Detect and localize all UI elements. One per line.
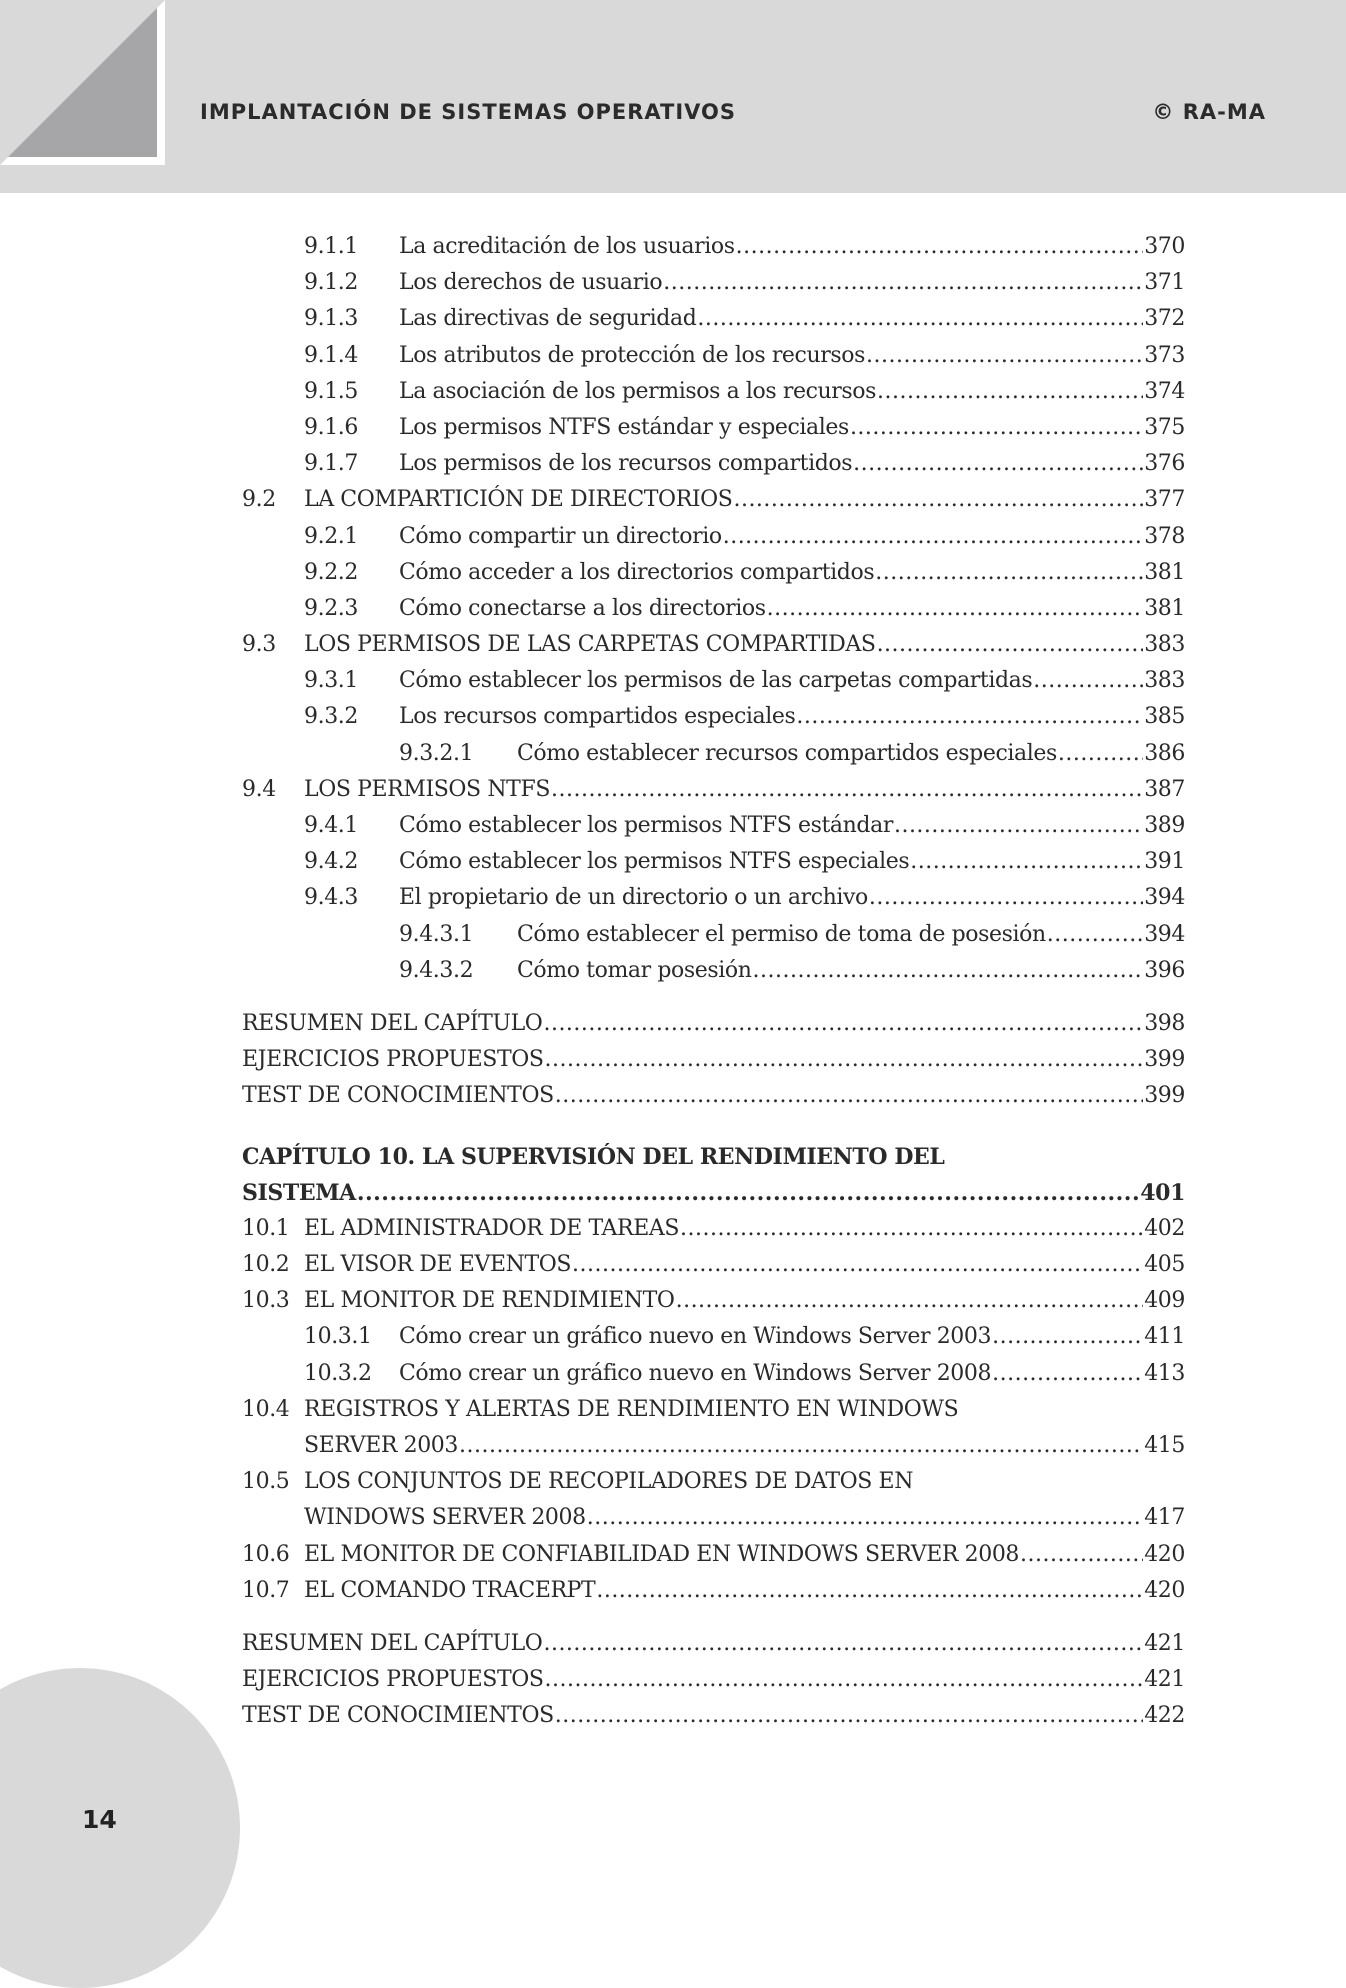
toc-entry bbox=[242, 1047, 1185, 1083]
toc-leader bbox=[894, 813, 1143, 838]
toc-number: 10.5 bbox=[242, 1469, 290, 1495]
toc-page: 381 bbox=[1144, 559, 1185, 585]
toc-entry bbox=[242, 1397, 1185, 1433]
toc-title: El propietario de un directorio o un archivo bbox=[399, 885, 868, 911]
toc-entry bbox=[242, 306, 1185, 342]
toc-page: 385 bbox=[1144, 704, 1185, 730]
toc-title: EL MONITOR DE CONFIABILIDAD EN WINDOWS SERVER 2008 bbox=[304, 1541, 1020, 1567]
toc-leader bbox=[663, 270, 1143, 295]
toc-number: 9.1.7 bbox=[304, 451, 358, 477]
toc-number: 9.2 bbox=[242, 487, 276, 513]
toc-number: 10.7 bbox=[242, 1577, 290, 1603]
toc-entry bbox=[242, 1631, 1185, 1667]
toc-page: 405 bbox=[1144, 1252, 1185, 1278]
toc-leader bbox=[877, 379, 1143, 404]
running-header-publisher: © RA-MA bbox=[1152, 100, 1266, 124]
toc-number: 9.1.1 bbox=[304, 234, 358, 259]
toc-number: 10.2 bbox=[242, 1252, 290, 1278]
toc-leader bbox=[596, 1578, 1143, 1603]
toc-entry bbox=[242, 415, 1185, 451]
toc-number: 10.3.2 bbox=[304, 1360, 372, 1386]
toc-title: LOS PERMISOS NTFS bbox=[304, 776, 550, 802]
toc-number: 9.4.3 bbox=[304, 885, 358, 911]
toc-leader bbox=[545, 1667, 1144, 1692]
toc-page: 391 bbox=[1144, 849, 1185, 875]
toc-leader bbox=[697, 306, 1143, 331]
toc-page: 371 bbox=[1144, 270, 1185, 296]
toc-entry bbox=[242, 668, 1185, 704]
toc-page: 377 bbox=[1144, 487, 1185, 513]
toc-number: 9.1.4 bbox=[304, 342, 358, 368]
toc-leader bbox=[545, 1047, 1144, 1072]
toc-page: 381 bbox=[1144, 595, 1185, 621]
toc-number: 9.4 bbox=[242, 776, 276, 802]
toc-title: Los derechos de usuario bbox=[399, 270, 663, 296]
toc-title: LA COMPARTICIÓN DE DIRECTORIOS bbox=[304, 487, 733, 513]
toc-number: 9.2.2 bbox=[304, 559, 358, 585]
toc-entry bbox=[242, 1216, 1185, 1252]
toc-leader bbox=[869, 885, 1143, 910]
toc-leader bbox=[853, 451, 1143, 476]
toc-entry bbox=[242, 1361, 1185, 1397]
toc-page: 413 bbox=[1144, 1360, 1185, 1386]
page-corner-graphic bbox=[0, 0, 165, 165]
toc-title: Cómo establecer los permisos NTFS especiales bbox=[399, 849, 910, 875]
toc-leader bbox=[910, 849, 1143, 874]
toc-page: 376 bbox=[1144, 451, 1185, 477]
toc-page: 409 bbox=[1144, 1288, 1185, 1314]
toc-leader bbox=[551, 777, 1143, 802]
toc-page: 375 bbox=[1144, 414, 1185, 440]
toc-entry bbox=[242, 1324, 1185, 1360]
page-number: 14 bbox=[82, 1805, 117, 1834]
toc-page: 378 bbox=[1144, 523, 1185, 549]
toc-page: 399 bbox=[1144, 1083, 1185, 1109]
toc-page: 372 bbox=[1144, 306, 1185, 332]
table-of-contents bbox=[242, 234, 1185, 1740]
toc-entry bbox=[242, 524, 1185, 560]
toc-page: 386 bbox=[1144, 740, 1185, 766]
toc-title: Los permisos de los recursos compartidos bbox=[399, 451, 853, 477]
toc-title: La asociación de los permisos a los recursos bbox=[399, 378, 877, 404]
toc-page: 383 bbox=[1144, 632, 1185, 658]
toc-title: EL MONITOR DE RENDIMIENTO bbox=[304, 1288, 675, 1314]
toc-entry-cont bbox=[242, 1505, 1185, 1541]
toc-title: LOS PERMISOS DE LAS CARPETAS COMPARTIDAS bbox=[304, 632, 876, 658]
toc-number: 10.1 bbox=[242, 1215, 290, 1241]
toc-page: 387 bbox=[1144, 776, 1185, 802]
toc-leader bbox=[676, 1288, 1144, 1313]
toc-page: 394 bbox=[1144, 885, 1185, 911]
toc-number: 9.3 bbox=[242, 632, 276, 658]
toc-entry bbox=[242, 1667, 1185, 1703]
toc-entry bbox=[242, 922, 1185, 958]
toc-title: Los recursos compartidos especiales bbox=[399, 704, 796, 730]
toc-title: RESUMEN DEL CAPÍTULO bbox=[242, 1630, 543, 1656]
toc-entry bbox=[242, 596, 1185, 632]
toc-leader bbox=[796, 704, 1143, 729]
toc-title: Cómo acceder a los directorios compartidos bbox=[399, 559, 875, 585]
toc-page: 420 bbox=[1144, 1577, 1185, 1603]
toc-title: La acreditación de los usuarios bbox=[399, 234, 735, 259]
toc-leader bbox=[850, 415, 1143, 440]
toc-number: 9.2.1 bbox=[304, 523, 358, 549]
toc-title: Cómo establecer recursos compartidos especiales bbox=[517, 740, 1057, 766]
toc-entry bbox=[242, 1288, 1185, 1324]
toc-leader bbox=[572, 1252, 1143, 1277]
toc-number: 9.4.3.2 bbox=[399, 957, 474, 983]
toc-page: 383 bbox=[1144, 668, 1185, 694]
toc-leader bbox=[555, 1083, 1143, 1108]
toc-entry bbox=[242, 849, 1185, 885]
toc-entry bbox=[242, 1083, 1185, 1119]
page-number-circle bbox=[0, 1668, 240, 1988]
toc-entry bbox=[242, 741, 1185, 777]
toc-title: LOS CONJUNTOS DE RECOPILADORES DE DATOS EN bbox=[304, 1469, 914, 1495]
toc-page: 421 bbox=[1144, 1630, 1185, 1656]
toc-leader bbox=[723, 524, 1144, 549]
toc-entry bbox=[242, 704, 1185, 740]
toc-number: 10.3.1 bbox=[304, 1324, 372, 1350]
toc-number: 10.3 bbox=[242, 1288, 290, 1314]
toc-title: REGISTROS Y ALERTAS DE RENDIMIENTO EN WINDOWS bbox=[304, 1396, 959, 1422]
toc-entry bbox=[242, 270, 1185, 306]
toc-number: 9.4.3.1 bbox=[399, 921, 474, 947]
toc-title: SERVER 2003 bbox=[304, 1433, 459, 1458]
toc-number: 9.1.6 bbox=[304, 414, 358, 440]
toc-page: 401 bbox=[1140, 1179, 1185, 1206]
toc-leader bbox=[875, 560, 1143, 585]
toc-leader bbox=[992, 1361, 1143, 1386]
toc-page: 398 bbox=[1144, 1010, 1185, 1036]
toc-leader bbox=[992, 1324, 1143, 1349]
toc-entry bbox=[242, 1252, 1185, 1288]
toc-title: EJERCICIOS PROPUESTOS bbox=[242, 1047, 544, 1073]
toc-entry bbox=[242, 885, 1185, 921]
toc-page: 415 bbox=[1144, 1433, 1185, 1458]
toc-page: 402 bbox=[1144, 1215, 1185, 1241]
toc-entry bbox=[242, 632, 1185, 668]
toc-leader bbox=[733, 487, 1143, 512]
toc-number: 9.1.5 bbox=[304, 378, 358, 404]
toc-title: WINDOWS SERVER 2008 bbox=[304, 1505, 586, 1531]
toc-page: 370 bbox=[1144, 234, 1185, 259]
toc-page: 373 bbox=[1144, 342, 1185, 368]
toc-leader bbox=[680, 1216, 1143, 1241]
toc-title: EL VISOR DE EVENTOS bbox=[304, 1252, 572, 1278]
toc-title: EJERCICIOS PROPUESTOS bbox=[242, 1667, 544, 1693]
toc-title: Las directivas de seguridad bbox=[399, 306, 697, 332]
toc-title: Cómo conectarse a los directorios bbox=[399, 595, 766, 621]
toc-entry-cont bbox=[242, 1433, 1185, 1469]
toc-title: Cómo crear un gráfico nuevo en Windows Server 2003 bbox=[399, 1324, 992, 1350]
toc-title: RESUMEN DEL CAPÍTULO bbox=[242, 1010, 543, 1036]
toc-page: 420 bbox=[1144, 1541, 1185, 1567]
toc-title: Cómo compartir un directorio bbox=[399, 523, 722, 549]
toc-leader bbox=[357, 1180, 1139, 1206]
toc-page: 411 bbox=[1144, 1324, 1185, 1350]
toc-leader bbox=[555, 1703, 1143, 1728]
toc-page: 389 bbox=[1144, 813, 1185, 838]
toc-page: 394 bbox=[1144, 921, 1185, 947]
toc-title: Los atributos de protección de los recursos bbox=[399, 342, 865, 368]
toc-number: 9.4.2 bbox=[304, 849, 358, 875]
toc-number: 9.1.3 bbox=[304, 306, 358, 332]
toc-number: 9.4.1 bbox=[304, 813, 358, 838]
toc-entry bbox=[242, 560, 1185, 596]
toc-number: 9.3.2.1 bbox=[399, 740, 474, 766]
running-header-title: IMPLANTACIÓN DE SISTEMAS OPERATIVOS bbox=[200, 100, 737, 124]
toc-leader bbox=[1058, 741, 1143, 766]
toc-leader bbox=[877, 632, 1144, 657]
toc-leader bbox=[767, 596, 1144, 621]
toc-entry bbox=[242, 1703, 1185, 1739]
toc-entry bbox=[242, 487, 1185, 523]
toc-title: Los permisos NTFS estándar y especiales bbox=[399, 414, 849, 440]
toc-entry bbox=[242, 1542, 1185, 1578]
toc-page: 374 bbox=[1144, 378, 1185, 404]
toc-title: Cómo establecer los permisos de las carpetas compartidas bbox=[399, 668, 1033, 694]
toc-number: 9.3.1 bbox=[304, 668, 358, 694]
toc-leader bbox=[736, 234, 1144, 259]
toc-number: 10.6 bbox=[242, 1541, 290, 1567]
toc-number: 9.2.3 bbox=[304, 595, 358, 621]
chapter-heading-cont bbox=[242, 1180, 1185, 1216]
chapter-title-line2: SISTEMA bbox=[242, 1179, 356, 1206]
toc-entry bbox=[242, 234, 1185, 270]
toc-entry bbox=[242, 813, 1185, 849]
chapter-title-line1: CAPÍTULO 10. LA SUPERVISIÓN DEL RENDIMIENTO DEL bbox=[242, 1143, 945, 1170]
chapter-heading bbox=[242, 1144, 1185, 1180]
toc-leader bbox=[459, 1433, 1143, 1458]
toc-page: 421 bbox=[1144, 1667, 1185, 1693]
toc-title: Cómo crear un gráfico nuevo en Windows Server 2008 bbox=[399, 1360, 992, 1386]
toc-leader bbox=[543, 1011, 1143, 1036]
toc-page: 396 bbox=[1144, 957, 1185, 983]
toc-leader bbox=[866, 343, 1143, 368]
toc-entry bbox=[242, 1578, 1185, 1614]
toc-leader bbox=[1047, 922, 1143, 947]
toc-page: 399 bbox=[1144, 1047, 1185, 1073]
toc-entry bbox=[242, 777, 1185, 813]
toc-title: Cómo establecer el permiso de toma de posesión bbox=[517, 921, 1046, 947]
toc-title: Cómo establecer los permisos NTFS estándar bbox=[399, 813, 893, 838]
toc-entry bbox=[242, 1469, 1185, 1505]
toc-title: EL ADMINISTRADOR DE TAREAS bbox=[304, 1215, 680, 1241]
toc-title: Cómo tomar posesión bbox=[517, 957, 752, 983]
toc-leader bbox=[1020, 1542, 1143, 1567]
toc-entry bbox=[242, 1011, 1185, 1047]
toc-leader bbox=[543, 1631, 1143, 1656]
toc-page: 422 bbox=[1144, 1703, 1185, 1729]
toc-number: 9.3.2 bbox=[304, 704, 358, 730]
toc-number: 10.4 bbox=[242, 1396, 290, 1422]
toc-leader bbox=[587, 1505, 1143, 1530]
toc-entry bbox=[242, 451, 1185, 487]
toc-title: TEST DE CONOCIMIENTOS bbox=[242, 1703, 554, 1729]
toc-leader bbox=[1033, 668, 1143, 693]
toc-number: 9.1.2 bbox=[304, 270, 358, 296]
header-band bbox=[0, 0, 1346, 193]
toc-entry bbox=[242, 379, 1185, 415]
toc-entry bbox=[242, 958, 1185, 994]
toc-entry bbox=[242, 343, 1185, 379]
toc-page: 417 bbox=[1144, 1505, 1185, 1531]
toc-leader bbox=[753, 958, 1144, 983]
toc-title: TEST DE CONOCIMIENTOS bbox=[242, 1083, 554, 1109]
toc-title: EL COMANDO TRACERPT bbox=[304, 1577, 596, 1603]
